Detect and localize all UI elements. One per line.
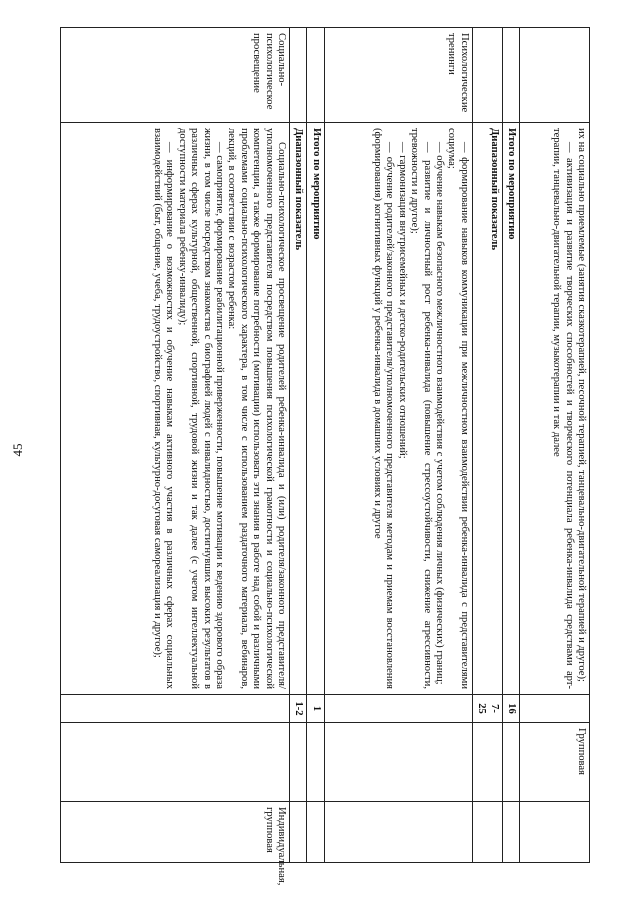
list-item: — обучение родителей/законного представителя/уполномоченного представителя методам и приемам восстановления (формирования) когнитивных функций у ребенка-инвалида в домашних условиях и другое [371,128,396,689]
extra-cell [324,802,472,863]
table-row [324,28,472,863]
activity-name-cell: Социально-психологическое просвещение [61,28,290,123]
list-item: — обучение навыкам безопасного межличностного взаимодействия с учетом соблюдения личных (физических) границ; [433,142,445,685]
total-label: Итого по мероприятию [502,123,519,695]
format-cell [472,723,502,802]
rehabilitation-table [60,27,590,886]
format-cell [61,723,290,802]
count-cell [61,695,290,723]
format-cell [502,723,519,802]
list-item: Социально-психологическое просвещение родителей ребенка-инвалида и (или) родителя/законного представителя/уполномоченного представителя посредством повышения психологической грамотности и социально-психологической компетенции, а также формирование потребности (мотивации) использовать эти знания в работе над собой и различными проблемами социально-психологического характера, в том числе с использованием раздаточного материала, вебинаров, лекций, в соответствии с возрастом ребенка: [226,128,287,689]
table-row [289,28,306,863]
format-cell [324,723,472,802]
format-cell: Групповая [520,723,590,802]
format-cell: Индивидуальная, групповая [61,802,290,863]
table-row [472,28,502,863]
activity-name-cell [502,28,519,123]
activity-name-cell [289,28,306,123]
document-page [60,27,590,886]
description-cell [324,123,472,695]
extra-cell [307,802,324,863]
total-value: 16 [502,695,519,723]
page-number: 45 [10,443,25,457]
list-item: — информирование о возможностях и обучение навыкам активного участия в различных сферах социальных взаимодействий (быт, общение, учеба, трудоустройство, спортивная, культурно-досуговая самореализация и другое); [151,128,176,689]
range-label: Диапазонный показатель [289,123,306,695]
format-cell [307,723,324,802]
count-cell [324,695,472,723]
list-item: — гармонизация внутрисемейных и детско-родительских отношений; [396,142,408,459]
activity-name-cell: Психологические тренинги [324,28,472,123]
activity-name-cell [472,28,502,123]
range-label: Диапазонный показатель [472,123,502,695]
description-cell [520,123,590,695]
list-item: — формирование навыков коммуникации при межличностном взаимодействии ребенка-инвалида с представителями социума; [446,128,470,689]
table-row [61,28,290,863]
total-label: Итого по мероприятию [307,123,324,695]
list-item: — развитие и личностный рост ребенка-инвалида (повышение стрессоустойчивости, снижение агрессивности, тревожности и другое); [409,128,433,689]
range-value: 7-25 [472,695,502,723]
format-cell [289,723,306,802]
extra-cell [520,802,590,863]
count-cell [520,695,590,723]
total-value: 1 [307,695,324,723]
table-row [307,28,324,863]
description-cell [61,123,290,695]
list-item: — активизация и развитие творческих способностей и творческого потенциала ребенка-инвалида средствами арт-терапии, танцевально-двигательной терапии, музыкотерапии и так далее [551,128,575,689]
table-row [502,28,519,863]
list-item: их на социально приемлемые (занятия сказкотерапией, песочной терапией, танцевально-двигательной терапией и другое); [576,128,587,682]
table-row [520,28,590,863]
list-item: — самоприятие, формирование реабилитационной приверженности, повышение мотивации к ведению здорового образа жизни, в том числе посредством знакомства с биографией людей с инвалидностью, достигнувших высоких результатов в различных сферах культурной, общественной, спортивной, трудовой жизни и так далее (с учетом интеллектуальной доступности материала ребенку-инвалиду); [176,128,225,689]
activity-name-cell [520,28,590,123]
extra-cell [502,802,519,863]
range-value: 1-2 [289,695,306,723]
extra-cell [289,802,306,863]
extra-cell [472,802,502,863]
activity-name-cell [307,28,324,123]
